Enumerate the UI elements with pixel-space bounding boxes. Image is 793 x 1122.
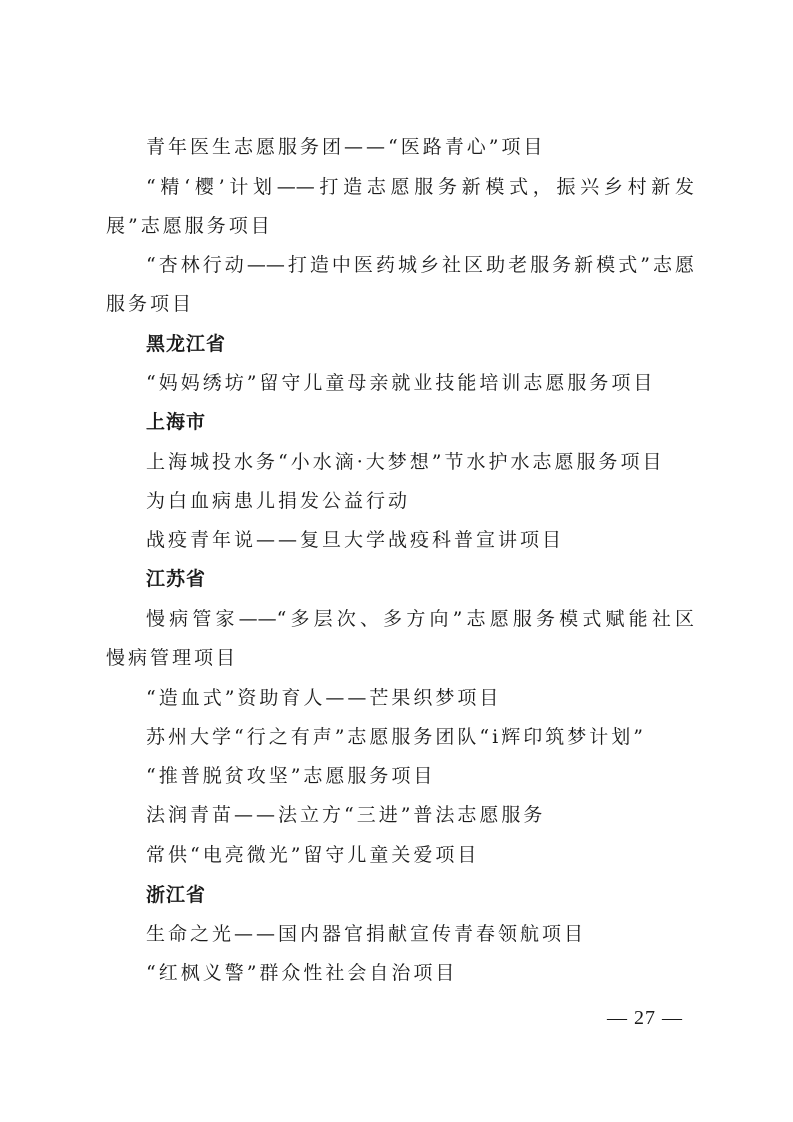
project-item-continuation: 服务项目 <box>106 293 195 315</box>
province-heading-shanghai: 上海市 <box>146 411 207 433</box>
project-item: 生命之光——国内器官捐献宣传青春领航项目 <box>146 923 587 945</box>
project-item: “精‘樱’计划——打造志愿服务新模式，振兴乡村新发 <box>146 176 694 198</box>
project-item: 为白血病患儿捐发公益行动 <box>146 490 411 512</box>
project-item: “妈妈绣坊”留守儿童母亲就业技能培训志愿服务项目 <box>146 372 656 394</box>
project-item: 法润青苗——法立方“三进”普法志愿服务 <box>146 804 546 826</box>
province-heading-zhejiang: 浙江省 <box>146 884 207 906</box>
project-item: “推普脱贫攻坚”志愿服务项目 <box>146 765 436 787</box>
project-item-continuation: 展”志愿服务项目 <box>106 215 273 237</box>
project-item: 青年医生志愿服务团——“医路青心”项目 <box>146 136 546 158</box>
project-item: 苏州大学“行之有声”志愿服务团队“i辉印筑梦计划” <box>146 726 646 748</box>
project-item: 上海城投水务“小水滴·大梦想”节水护水志愿服务项目 <box>146 451 665 473</box>
project-item: 战疫青年说——复旦大学战疫科普宣讲项目 <box>146 529 565 551</box>
project-item: 慢病管家——“多层次、多方向”志愿服务模式赋能社区 <box>146 608 694 630</box>
project-item: “造血式”资助育人——芒果织梦项目 <box>146 687 502 709</box>
project-item-continuation: 慢病管理项目 <box>106 647 239 669</box>
project-item: “杏林行动——打造中医药城乡社区助老服务新模式”志愿 <box>146 254 694 276</box>
project-item: “红枫义警”群众性社会自治项目 <box>146 962 458 984</box>
project-item: 常供“电亮微光”留守儿童关爱项目 <box>146 844 480 866</box>
page-number: — 27 — <box>607 1007 683 1029</box>
province-heading-heilongjiang: 黑龙江省 <box>146 333 227 355</box>
province-heading-jiangsu: 江苏省 <box>146 568 207 590</box>
